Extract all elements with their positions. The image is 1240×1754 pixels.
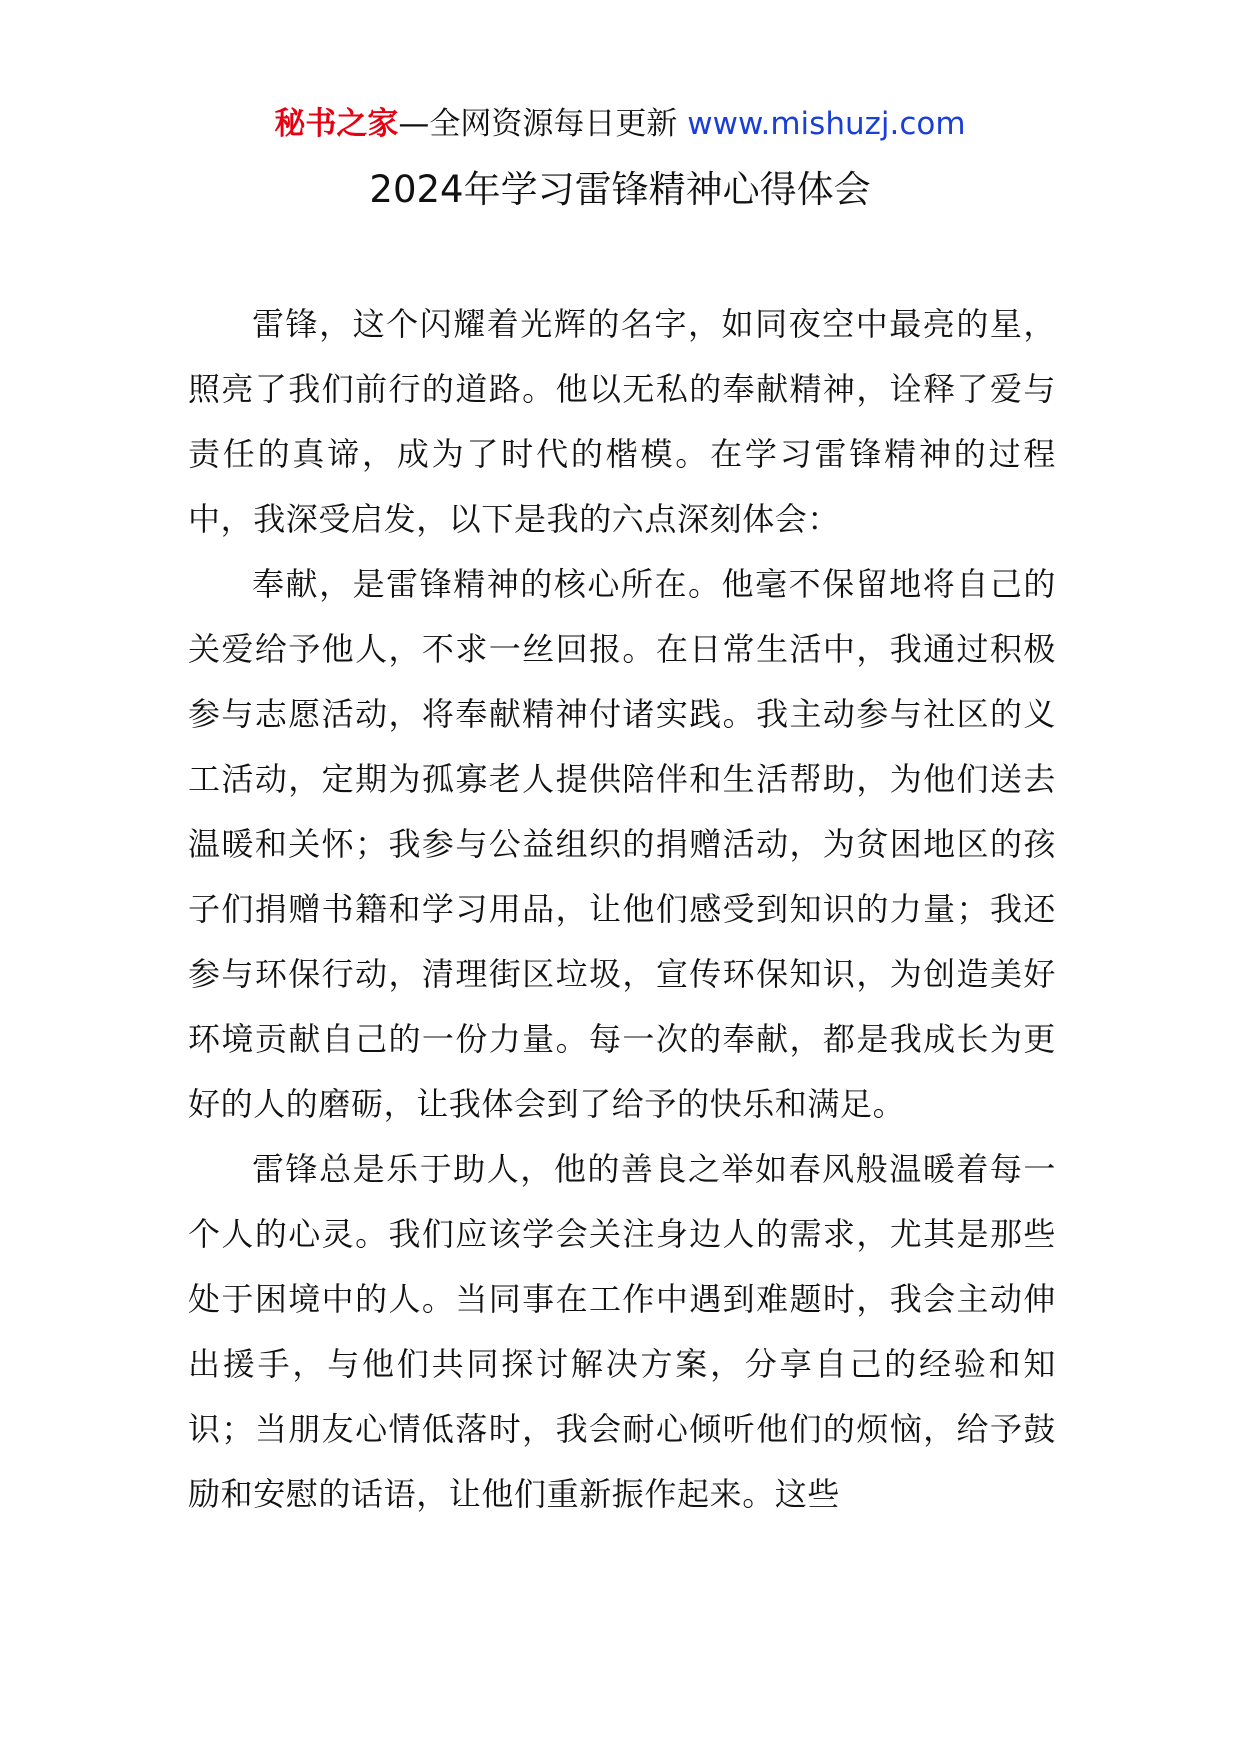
header-tagline: —全网资源每日更新: [398, 106, 678, 142]
document-title: 2024年学习雷锋精神心得体会: [369, 168, 871, 211]
paragraph-helping-others: 雷锋总是乐于助人，他的善良之举如春风般温暖着每一个人的心灵。我们应该学会关注身边人的需求，尤其是那些处于困境中的人。当同事在工作中遇到难题时，我会主动伸出援手，与他们共同探讨解决方案，分享自己的经验和知识；当朋友心情低落时，我会耐心倾听他们的烦恼，给予鼓励和安慰的话语，让他们重新振作起来。这些: [188, 1150, 1056, 1513]
document-body: [188, 292, 1056, 1527]
brand-name: 秘书之家: [274, 106, 399, 142]
site-header: [0, 100, 1240, 148]
site-url-link[interactable]: www.mishuzj.com: [687, 106, 966, 142]
paragraph-intro: 雷锋，这个闪耀着光辉的名字，如同夜空中最亮的星，照亮了我们前行的道路。他以无私的奉献精神，诠释了爱与责任的真谛，成为了时代的楷模。在学习雷锋精神的过程中，我深受启发，以下是我的六点深刻体会：: [188, 305, 1056, 538]
paragraph-dedication: 奉献，是雷锋精神的核心所在。他毫不保留地将自己的关爱给予他人，不求一丝回报。在日常生活中，我通过积极参与志愿活动，将奉献精神付诸实践。我主动参与社区的义工活动，定期为孤寡老人提供陪伴和生活帮助，为他们送去温暖和关怀；我参与公益组织的捐赠活动，为贫困地区的孩子们捐赠书籍和学习用品，让他们感受到知识的力量；我还参与环保行动，清理街区垃圾，宣传环保知识，为创造美好环境贡献自己的一份力量。每一次的奉献，都是我成长为更好的人的磨砺，让我体会到了给予的快乐和满足。: [188, 565, 1056, 1123]
